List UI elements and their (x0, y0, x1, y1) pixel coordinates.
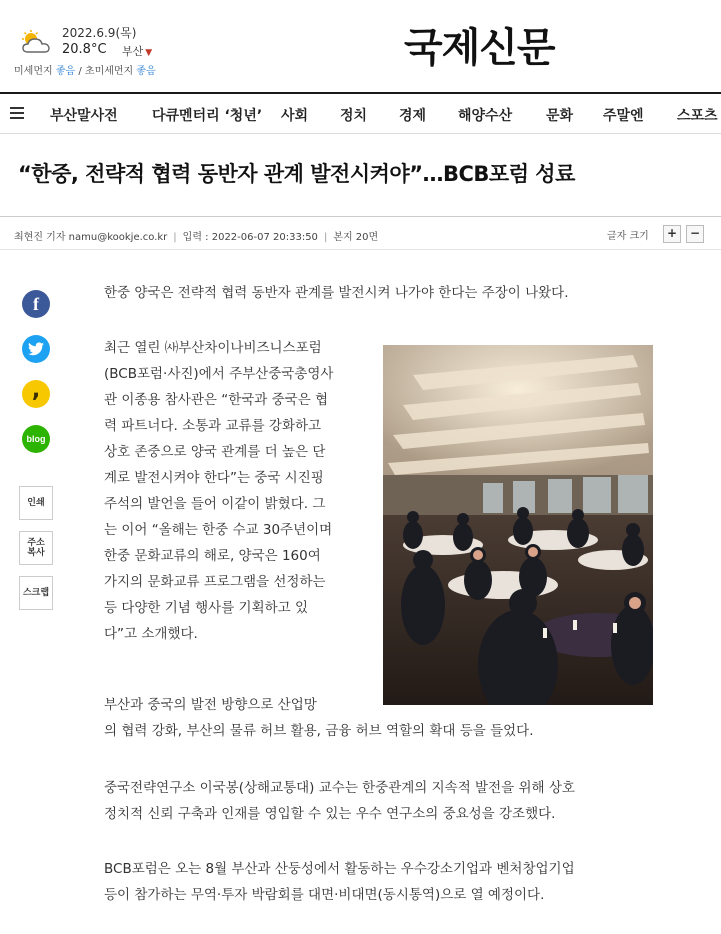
text-line: 상호 존중으로 양국 관계를 더 높은 단 (104, 444, 326, 460)
weather-city-select[interactable] (122, 43, 152, 59)
text-line: 주석의 발언을 들어 이같이 밝혔다. 그 (104, 496, 326, 512)
nav-item-documentary[interactable]: 다큐멘터리 ‘청년’ (152, 108, 263, 124)
font-decrease-button[interactable]: − (686, 225, 704, 243)
fine-dust-label: 초미세먼지 (84, 66, 134, 77)
nav-item-culture[interactable]: 문화 (546, 108, 574, 124)
text-line: 가지의 문화교류 프로그램을 선정하는 (104, 574, 326, 590)
fine-dust-value: 좋음 (136, 66, 156, 77)
dust-label: 미세먼지 (14, 66, 53, 77)
facebook-icon[interactable]: f (22, 290, 50, 318)
meta-separator: | (173, 232, 177, 243)
dust-divider: / (78, 66, 85, 77)
text-line: 등 다양한 기념 행사를 기획하고 있 (104, 600, 309, 616)
nav-item-dictionary[interactable]: 부산말사전 (50, 108, 118, 124)
text-line: 등이 참가하는 무역·투자 박람회를 대면·비대면(동시통역)으로 열 예정이다. (104, 887, 545, 903)
text-line: 정치적 신뢰 구축과 인재를 영입할 수 있는 우수 연구소의 중요성을 강조했다. (104, 806, 556, 822)
main-nav (0, 92, 721, 134)
nav-item-weekend[interactable]: 주말엔 (603, 108, 644, 124)
input-time: 입력 : 2022-06-07 20:33:50 (182, 232, 318, 243)
article-photo[interactable] (383, 345, 653, 705)
nav-item-maritime[interactable]: 해양수산 (458, 108, 513, 124)
weather-temperature: 20.8°C (62, 42, 107, 57)
paragraph-5 (104, 856, 664, 908)
text-line: (BCB포럼·사진)에서 주부산중국총영사 (104, 366, 334, 382)
byline (14, 228, 378, 243)
text-line: 는 이어 “올해는 한중 수교 30주년이며 (104, 522, 333, 538)
top-header (0, 0, 721, 92)
reporter: 최현진 기자 namu@kookje.co.kr (14, 232, 168, 243)
nav-item-sports[interactable]: 스포츠 (677, 108, 718, 124)
city-label: 부산 (122, 45, 144, 58)
menu-icon[interactable] (10, 107, 24, 119)
font-increase-button[interactable]: + (663, 225, 681, 243)
banquet-hall-photo (383, 345, 653, 705)
copy-url-button[interactable] (19, 531, 53, 565)
nav-item-economy[interactable]: 경제 (399, 108, 427, 124)
text-line: BCB포럼은 오는 8월 부산과 산둥성에서 활동하는 우수강소기업과 벤처창업기업 (104, 861, 575, 877)
text-line: 관 이종용 참사관은 “한국과 중국은 협 (104, 392, 329, 408)
nav-item-society[interactable]: 사회 (281, 108, 309, 124)
font-size-label: 글자 크기 (607, 231, 649, 242)
copy-url-label: 주소복사 (27, 538, 45, 558)
paragraph-3 (104, 692, 664, 744)
nav-item-politics[interactable]: 정치 (340, 108, 368, 124)
text-line: 한중 문화교류의 해로, 양국은 160여 (104, 548, 321, 564)
twitter-bird-icon (28, 342, 44, 356)
text-line: 중국전략연구소 이국봉(상해교통대) 교수는 한중관계의 지속적 발전을 위해 상호 (104, 780, 575, 796)
site-logo[interactable]: 국제신문 (404, 25, 555, 71)
scrap-button[interactable]: 스크랩 (19, 576, 53, 610)
print-button[interactable]: 인쇄 (19, 486, 53, 520)
chevron-down-icon: ▼ (145, 48, 153, 58)
dust-value: 좋음 (55, 66, 76, 77)
twitter-icon[interactable] (22, 335, 50, 363)
paragraph-1: 한중 양국은 전략적 협력 동반자 관계를 발전시켜 나가야 한다는 주장이 나왔다. (104, 285, 569, 301)
meta-separator: | (323, 232, 328, 243)
text-line: 다”고 소개했다. (104, 626, 198, 642)
paragraph-2 (104, 335, 366, 647)
text-line: 의 협력 강화, 부산의 물류 허브 활용, 금융 허브 역할의 확대 등을 들었다. (104, 723, 534, 739)
text-line: 최근 열린 ㈔부산차이나비즈니스포럼 (104, 340, 322, 356)
blog-icon[interactable]: blog (22, 425, 50, 453)
page-info: 본지 20면 (333, 232, 379, 243)
partly-cloudy-icon (20, 30, 54, 54)
kakaostory-icon[interactable]: , (22, 380, 50, 408)
article-meta (0, 216, 721, 250)
article-headline: “한중, 전략적 협력 동반자 관계 발전시켜야”…BCB포럼 성료 (18, 162, 575, 186)
text-line: 력 파트너다. 소통과 교류를 강화하고 (104, 418, 322, 434)
text-line: 부산과 중국의 발전 방향으로 산업망 (104, 697, 317, 713)
text-line: 계로 발전시켜야 한다”는 중국 시진핑 (104, 470, 324, 486)
paragraph-4 (104, 775, 664, 827)
weather-date: 2022.6.9(목) (62, 26, 137, 40)
dust-status (14, 62, 156, 77)
